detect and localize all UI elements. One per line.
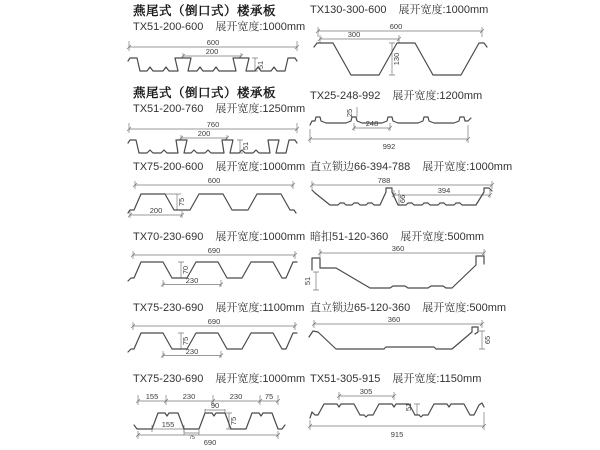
dim-seg4-label: 75 xyxy=(264,392,274,401)
spread-width-label: 展开宽度:1000mm xyxy=(215,231,306,243)
model-label: TX51-305-915 xyxy=(310,373,381,385)
model-label: TX75-200-600 xyxy=(133,161,204,173)
spread-width-label: 展开宽度:1250mm xyxy=(215,103,306,115)
dim-pitch-label: 248 xyxy=(365,119,379,128)
panel-subtitle xyxy=(133,161,305,174)
dim-base-label: 155 xyxy=(161,420,175,429)
dim-height-label: 130 xyxy=(392,52,401,66)
profile-drawing xyxy=(306,388,501,450)
panel-subtitle xyxy=(133,302,304,315)
dim-height-label: 75 xyxy=(181,336,190,346)
deck-profile xyxy=(128,333,297,352)
deck-profile xyxy=(128,140,297,153)
dim-pitch-label: 230 xyxy=(185,276,199,285)
dim-pitch-label: 200 xyxy=(149,206,163,215)
model-label: 直立锁边65-120-360 xyxy=(310,302,411,314)
profile-drawing xyxy=(306,22,501,84)
dim-pitch-label: 200 xyxy=(197,129,211,138)
dim-overall-label: 760 xyxy=(206,120,220,129)
dim-height-label: 25 xyxy=(345,108,354,118)
model-label: 暗扣51-120-360 xyxy=(310,231,389,243)
panel-subtitle xyxy=(133,103,305,116)
dim-overall-label: 360 xyxy=(391,244,405,253)
spread-width-label: 展开宽度:1000mm xyxy=(215,161,306,173)
dim-seg3-label: 230 xyxy=(229,392,243,401)
roof-profile xyxy=(309,327,478,349)
dim-seg2-label: 230 xyxy=(182,392,196,401)
panel-tx51-200-760 xyxy=(125,86,305,165)
panel-tx130-300-600 xyxy=(306,4,501,84)
dim-pitch-label: 394 xyxy=(437,186,451,195)
dim-overall-label: 600 xyxy=(206,38,220,47)
roof-profile xyxy=(310,403,484,418)
profile-drawing xyxy=(125,37,300,83)
dim-seg1-label: 155 xyxy=(145,392,159,401)
model-label: TX51-200-760 xyxy=(133,103,204,115)
spread-width-label: 展开宽度:1200mm xyxy=(392,90,483,102)
spread-width-label: 展开宽度:500mm xyxy=(422,302,507,314)
model-label: TX25-248-992 xyxy=(310,90,381,102)
dim-overall-label: 915 xyxy=(390,430,404,439)
dim-height-label: 75 xyxy=(229,416,238,426)
dim-valley-label: 75 xyxy=(188,435,196,441)
panel-subtitle xyxy=(310,4,501,17)
dim-overall-label: 600 xyxy=(207,176,221,185)
panel-tx25-248-992 xyxy=(306,90,501,155)
dim-height-label: 51 xyxy=(256,60,265,70)
spread-width-label: 展开宽度:1000mm xyxy=(422,161,513,173)
panel-subtitle xyxy=(310,231,501,244)
panel-subtitle xyxy=(133,21,305,34)
panel-tx75-230-690-1000 xyxy=(118,373,305,448)
deck-profile xyxy=(310,117,471,125)
dim-overall-label: 690 xyxy=(203,438,217,447)
dim-height-label: 70 xyxy=(181,265,190,275)
deck-profile xyxy=(134,413,285,429)
panel-tx75-200-600 xyxy=(125,161,305,225)
panel-tx51-305-915 xyxy=(306,373,501,450)
dim-overall-label: 690 xyxy=(207,246,221,255)
dim-overall-label: 360 xyxy=(387,315,401,324)
dim-pitch-label: 200 xyxy=(205,47,219,56)
dim-pitch-label: 300 xyxy=(347,30,361,39)
profile-drawing xyxy=(303,244,501,300)
dim-height-label: 51 xyxy=(303,276,312,286)
dim-height-label: 65 xyxy=(483,335,492,345)
model-label: TX51-200-600 xyxy=(133,21,204,33)
deck-profile xyxy=(128,262,297,281)
model-label: TX75-230-690 xyxy=(133,373,204,385)
dim-overall-label: 788 xyxy=(377,176,391,185)
panel-subtitle xyxy=(310,373,501,386)
panel-subtitle xyxy=(133,231,305,244)
model-label: TX75-230-690 xyxy=(133,302,204,314)
profile-drawing xyxy=(118,388,303,448)
roof-profile xyxy=(312,256,484,288)
panel-tx51-200-600 xyxy=(125,4,305,83)
spread-width-label: 展开宽度:1000mm xyxy=(398,4,489,16)
dim-overall-label: 992 xyxy=(382,142,396,151)
spread-width-label: 展开宽度:1100mm xyxy=(215,302,305,314)
profile-drawing xyxy=(125,318,300,370)
dim-overall-label: 600 xyxy=(389,22,403,31)
dim-overall-label: 690 xyxy=(207,317,221,326)
panel-subtitle xyxy=(310,302,506,315)
panel-standing-seam-65-120-360 xyxy=(306,302,506,365)
profile-drawing xyxy=(125,247,300,299)
panel-concealed-51-120-360 xyxy=(303,231,501,300)
profile-drawing xyxy=(306,105,501,155)
model-label: TX70-230-690 xyxy=(133,231,204,243)
dim-height-label: 51 xyxy=(404,402,413,412)
profile-drawing xyxy=(125,177,300,225)
dim-height-label: 75 xyxy=(177,197,186,207)
model-label: 直立锁边66-394-788 xyxy=(310,161,411,173)
dim-height-label: 66 xyxy=(398,194,407,204)
panel-tx75-230-690-1100 xyxy=(125,302,304,370)
panel-subtitle xyxy=(310,161,512,174)
profile-drawing xyxy=(306,317,501,365)
panel-title: 燕尾式（倒口式）楼承板 xyxy=(133,4,277,18)
dim-height-label: 51 xyxy=(241,141,250,151)
panel-subtitle xyxy=(133,373,305,386)
dim-pitch-label: 230 xyxy=(185,347,199,356)
spread-width-label: 展开宽度:1000mm xyxy=(215,21,306,33)
spread-width-label: 展开宽度:1150mm xyxy=(392,373,482,385)
model-label: TX130-300-600 xyxy=(310,4,387,16)
panel-title: 燕尾式（倒口式）楼承板 xyxy=(133,86,277,100)
dim-crest-label: 90 xyxy=(210,401,220,410)
spread-width-label: 展开宽度:1000mm xyxy=(215,373,306,385)
panel-subtitle xyxy=(310,90,501,103)
panel-standing-seam-66-394-788 xyxy=(306,161,512,220)
profile-drawing xyxy=(125,119,300,165)
profile-drawing xyxy=(306,178,501,220)
dim-pitch-label: 305 xyxy=(359,387,373,396)
spread-width-label: 展开宽度:500mm xyxy=(400,231,485,243)
panel-tx70-230-690 xyxy=(125,231,305,299)
deck-profile xyxy=(128,58,297,71)
